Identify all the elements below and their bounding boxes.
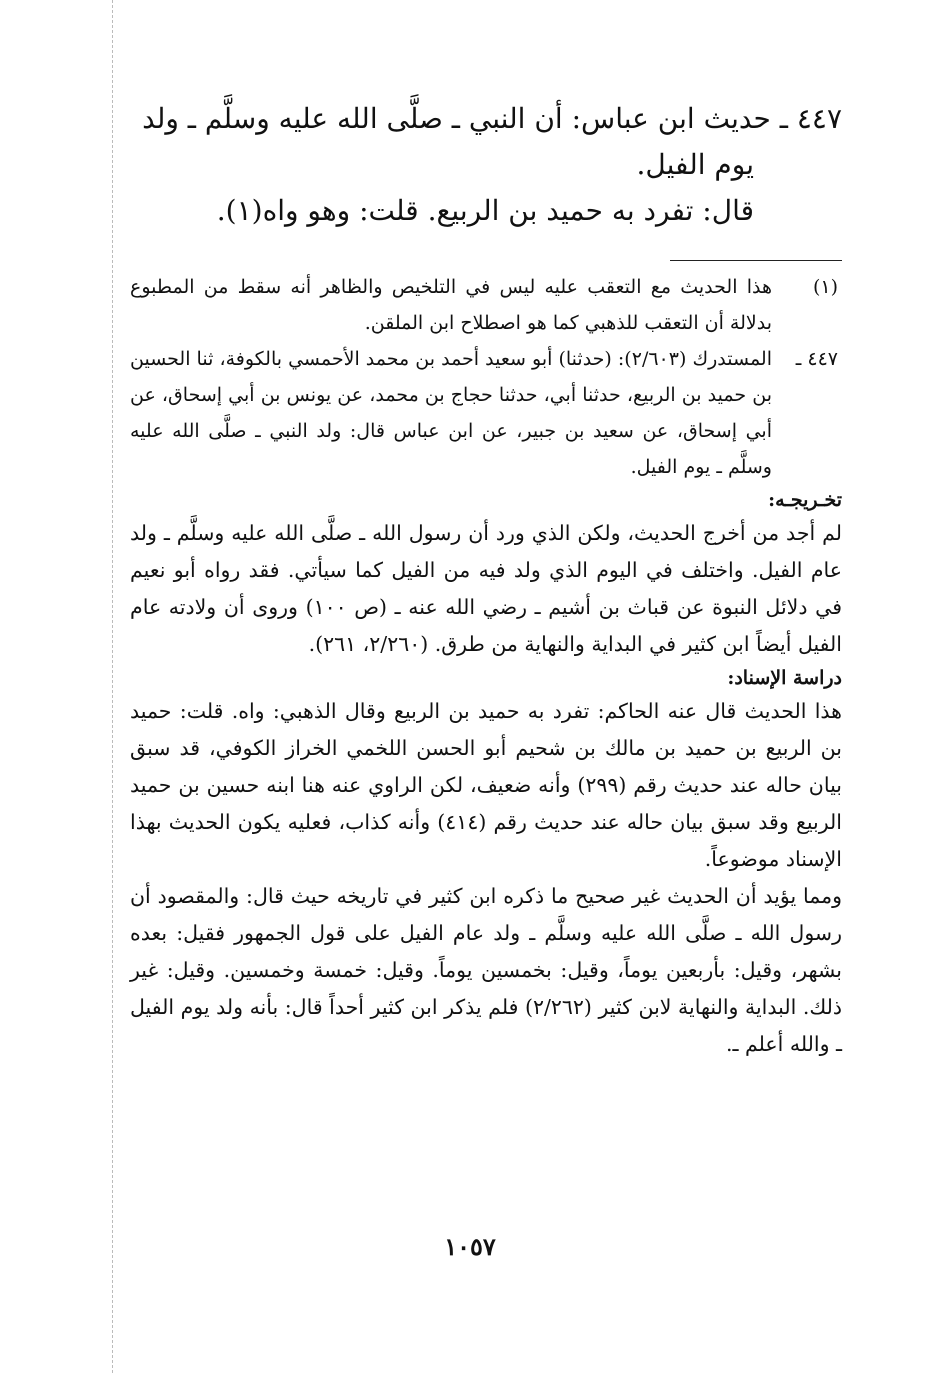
- footnote-2-text: المستدرك (٢/٦٠٣): (حدثنا) أبو سعيد أحمد بن محمد الأحمسي بالكوفة، ثنا الحسين بن حميد بن الربيع، حدثنا أبي، حدثنا حجاج بن محمد، عن يونس بن أبي إسحاق، عن أبي إسحاق، عن سعيد بن جبير، عن ابن عباس قال: ولد النبي ـ صلَّى الله عليه وسلَّم ـ يوم الفيل.: [130, 348, 773, 478]
- isnad-text: هذا الحديث قال عنه الحاكم: تفرد به حميد بن الربيع وقال الذهبي: واه. قلت: حميد بن الربيع بن حميد بن مالك بن شحيم أبو الحسن اللخمي الخراز الكوفي، قد سبق بيان حاله عند حديث رقم (٢٩٩) وأنه ضعيف، لكن الراوي عنه هنا ابنه حسين بن حميد الربيع وقد سبق بيان حاله عند حديث رقم (٤١٤) وأنه كذاب، فعليه يكون الحديث بهذا الإسناد موضوعاً.: [130, 699, 842, 871]
- isnad-title: دراسة الإسناد:: [727, 667, 842, 689]
- footnote-1-number: (١): [812, 276, 838, 298]
- footnote-separator: [670, 260, 842, 261]
- heading-line-1: ٤٤٧ ـ حديث ابن عباس: أن النبي ـ صلَّى الله عليه وسلَّم ـ ولد: [142, 102, 842, 135]
- takhrij-text: لم أجد من أخرج الحديث، ولكن الذي ورد أن رسول الله ـ صلَّى الله عليه وسلَّم ـ ولد عام الفيل. واختلف في اليوم الذي ولد فيه من الفيل كما سيأتي. فقد رواه أبو نعيم في دلائل النبوة عن قباث بن أشيم ـ رضي الله عنه ـ (ص ١٠٠) وروى أن ولادته عام الفيل أيضاً ابن كثير في البداية والنهاية من طرق. (٢/٢٦٠، ٢٦١).: [130, 521, 842, 656]
- page-number: ١٠٥٧: [444, 1232, 496, 1261]
- footnote-2-number: ٤٤٧ ـ: [795, 348, 838, 370]
- takhrij-title: تخـريجـه:: [768, 489, 842, 511]
- margin-dashed-line: [112, 0, 113, 1373]
- footnote-1: [130, 269, 842, 341]
- heading-line-3: قال: تفرد به حميد بن الربيع. قلت: وهو واه(١).: [216, 194, 754, 227]
- page-content: [130, 96, 842, 1063]
- heading-line-2: يوم الفيل.: [636, 148, 754, 181]
- hadith-heading: [130, 96, 842, 234]
- footnote-1-text: هذا الحديث مع التعقب عليه ليس في التلخيص والظاهر أنه سقط من المطبوع بدلالة أن التعقب للذهبي كما هو اصطلاح ابن الملقن.: [130, 276, 772, 334]
- footnote-2: [130, 341, 842, 485]
- final-text: ومما يؤيد أن الحديث غير صحيح ما ذكره ابن كثير في تاريخه حيث قال: والمقصود أن رسول الله ـ صلَّى الله عليه وسلَّم ـ ولد عام الفيل على قول الجمهور فقيل: بعده بشهر، وقيل: بأربعين يوماً، وقيل: بخمسين يوماً. وقيل: خمسة وخمسين. وقيل: غير ذلك. البداية والنهاية لابن كثير (٢/٢٦٢) فلم يذكر ابن كثير أحداً قال: بأنه ولد يوم الفيل ـ والله أعلم ـ.: [130, 884, 842, 1056]
